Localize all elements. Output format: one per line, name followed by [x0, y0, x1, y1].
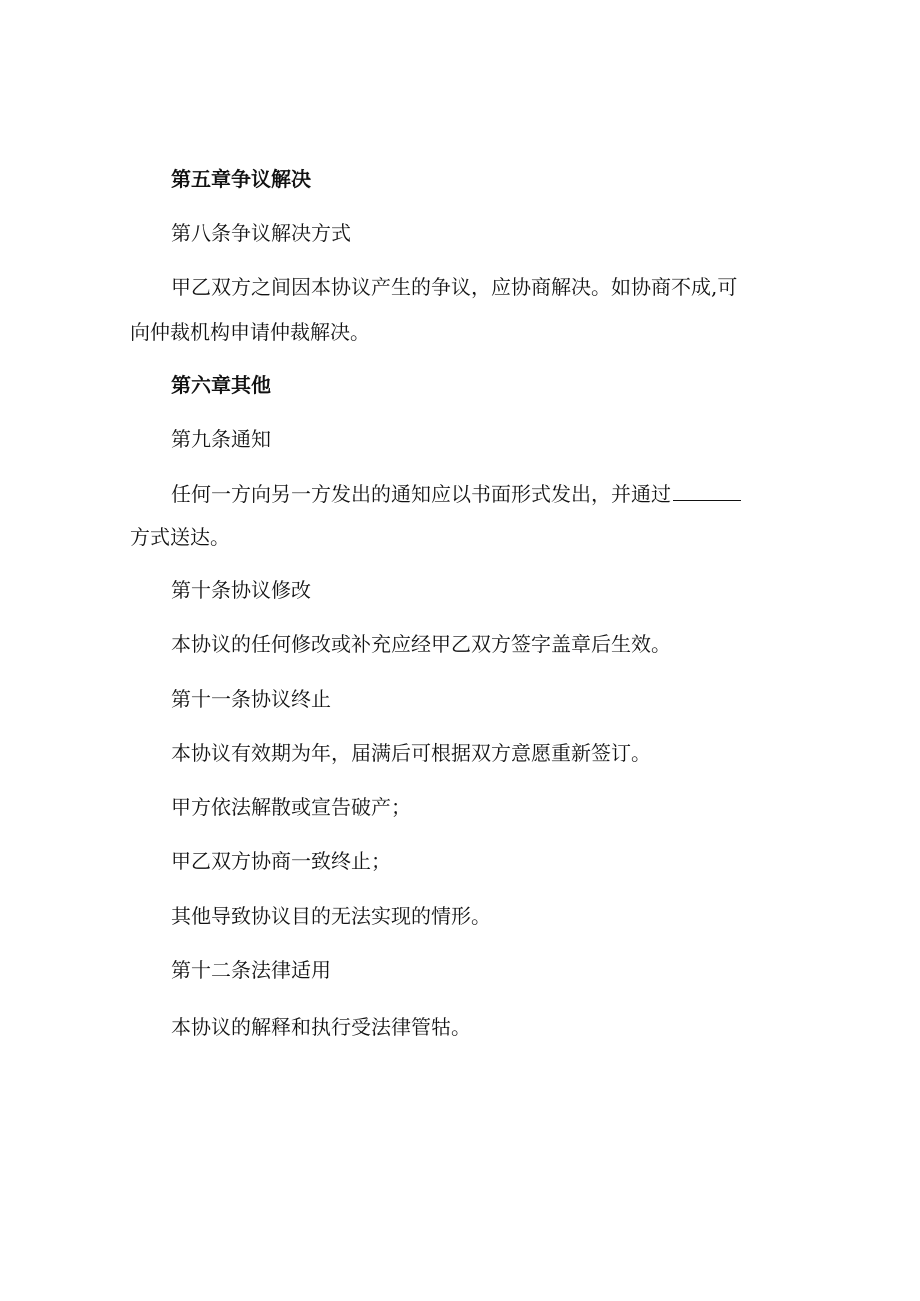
article-9-text-line-2: 方式送达。	[130, 525, 230, 549]
article-11-title: 第十一条协议终止	[171, 687, 331, 711]
article-10-title: 第十条协议修改	[171, 578, 311, 602]
termination-item-1: 甲方依法解散或宣告破产；	[171, 795, 411, 819]
article-8-text-line-1: 甲乙双方之间因本协议产生的争议，应协商解决。如协商不成,可	[171, 275, 738, 299]
article-12-text: 本协议的解释和执行受法律管牯。	[171, 1015, 471, 1039]
article-9-title: 第九条通知	[171, 427, 271, 451]
fill-in-blank	[673, 482, 741, 501]
article-9-text: 任何一方向另一方发出的通知应以书面形式发出，并通过	[171, 482, 671, 506]
article-10-text: 本协议的任何修改或补充应经甲乙双方签字盖章后生效。	[171, 632, 671, 656]
article-12-title: 第十二条法律适用	[171, 958, 331, 982]
article-8-title: 第八条争议解决方式	[171, 221, 351, 245]
article-8-text-line-2: 向仲裁机构申请仲裁解决。	[130, 320, 370, 344]
article-9-text-line-1	[171, 480, 741, 508]
termination-item-3: 其他导致协议目的无法实现的情形。	[171, 904, 491, 928]
chapter-6-heading: 第六章其他	[171, 373, 271, 397]
article-11-text: 本协议有效期为年，届满后可根据双方意愿重新签订。	[171, 741, 651, 765]
chapter-5-heading: 第五章争议解决	[171, 167, 311, 191]
termination-item-2: 甲乙双方协商一致终止；	[171, 849, 391, 873]
